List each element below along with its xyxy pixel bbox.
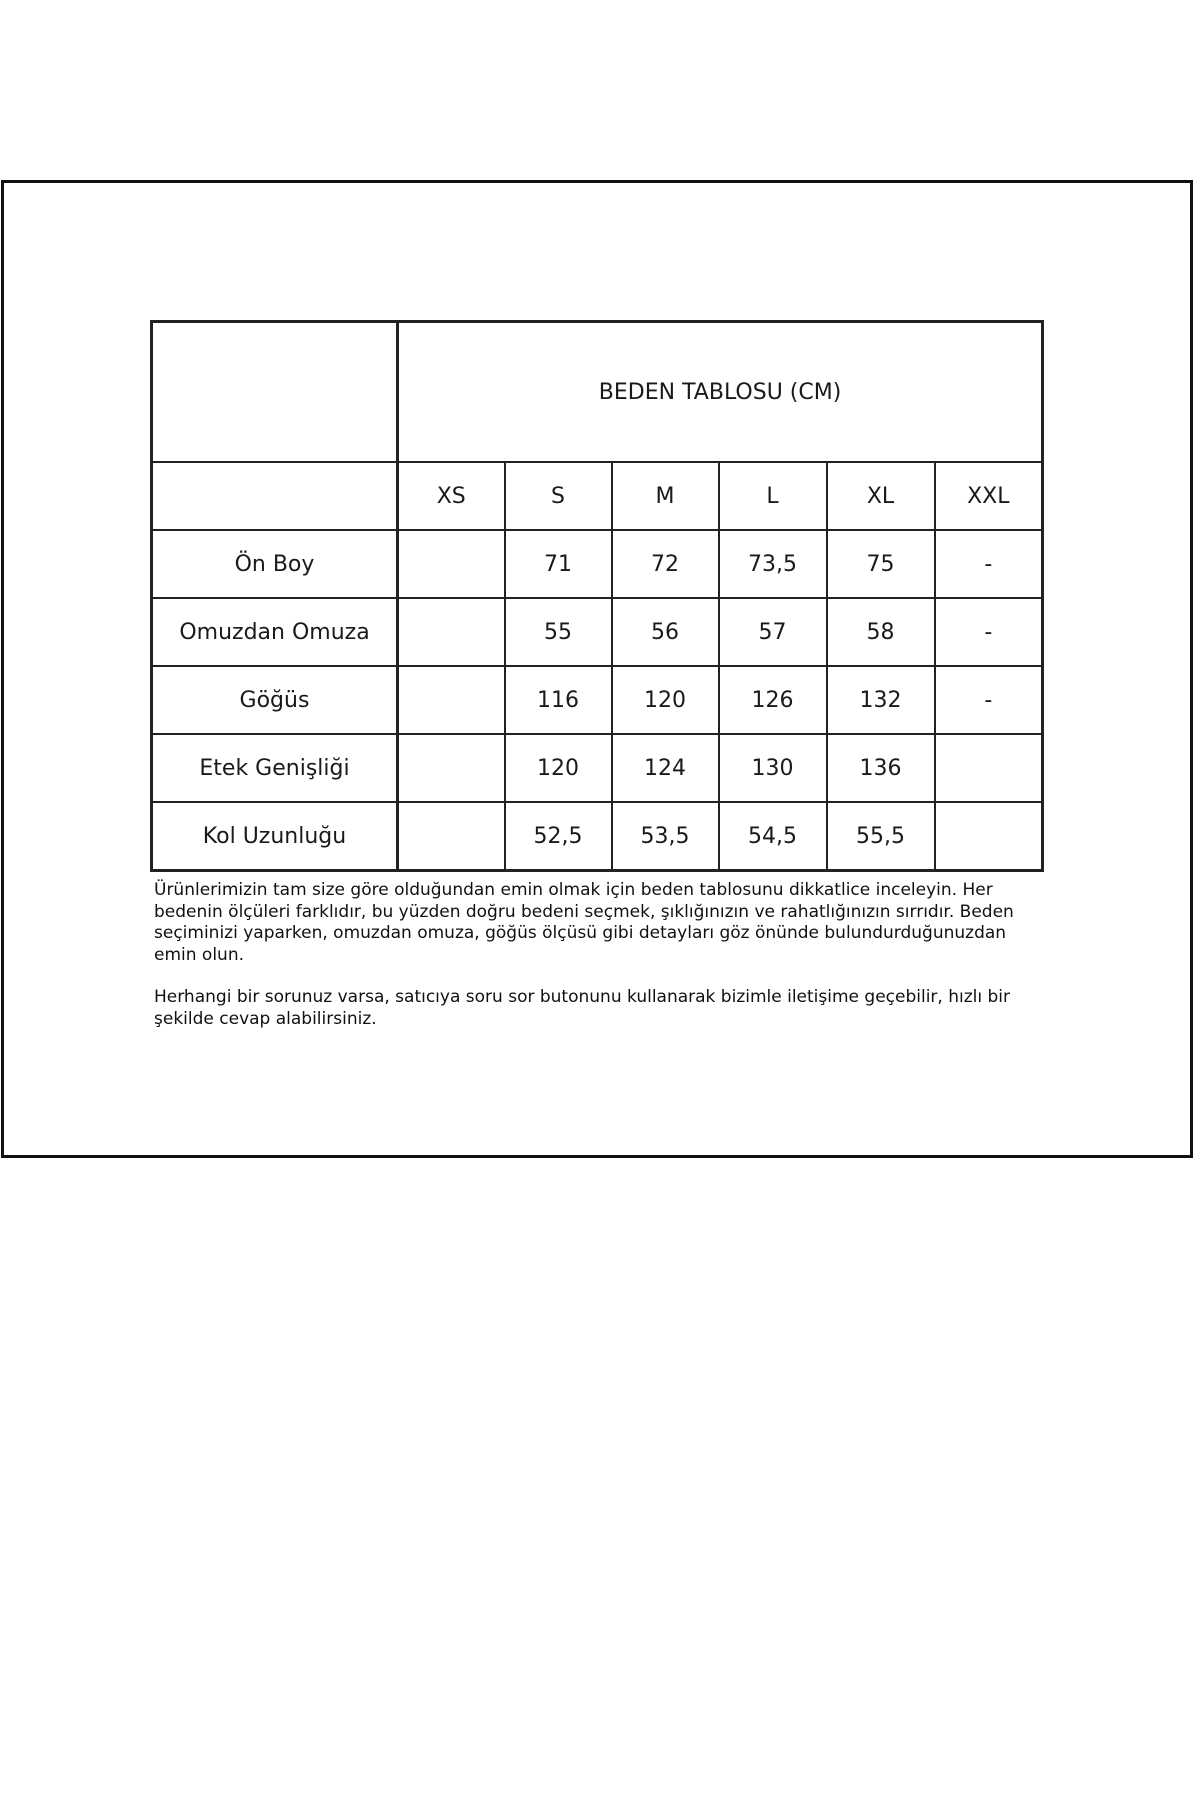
cell-value: 53,5 (612, 802, 719, 871)
size-header-s: S (505, 462, 612, 530)
cell-value: 124 (612, 734, 719, 802)
size-header-l: L (719, 462, 827, 530)
cell-value (935, 734, 1043, 802)
note-paragraph-sizing: Ürünlerimizin tam size göre olduğundan emin olmak için beden tablosunu dikkatlice inceleyin. Her bedenin ölçüleri farklıdır, bu yüzden doğru bedeni seçmek, şıklığınızın ve rahatlığınızın sırrıdır. Beden seçiminizi yaparken, omuzdan omuza, göğüs ölçüsü gibi detayları göz önünde bulundurduğunuzdan emin olun. (154, 880, 1014, 965)
size-chart-title: BEDEN TABLOSU (CM) (398, 322, 1043, 463)
row-label-gogus: Göğüs (152, 666, 398, 734)
cell-value: 120 (505, 734, 612, 802)
cell-value: 132 (827, 666, 935, 734)
size-header-m: M (612, 462, 719, 530)
cell-value: 54,5 (719, 802, 827, 871)
cell-value: 126 (719, 666, 827, 734)
cell-value: 73,5 (719, 530, 827, 598)
table-row (152, 598, 1043, 666)
cell-value: 136 (827, 734, 935, 802)
cell-value: 55,5 (827, 802, 935, 871)
row-label-kol-uzunlugu: Kol Uzunluğu (152, 802, 398, 871)
cell-value (935, 802, 1043, 871)
cell-value: 56 (612, 598, 719, 666)
cell-value: 120 (612, 666, 719, 734)
cell-value: 52,5 (505, 802, 612, 871)
cell-value: 58 (827, 598, 935, 666)
size-header-blank (152, 462, 398, 530)
cell-value (398, 530, 505, 598)
size-header-row (152, 462, 1043, 530)
cell-value: 57 (719, 598, 827, 666)
cell-value: 130 (719, 734, 827, 802)
row-label-on-boy: Ön Boy (152, 530, 398, 598)
cell-value: 71 (505, 530, 612, 598)
cell-value (398, 734, 505, 802)
cell-value (398, 802, 505, 871)
table-row (152, 802, 1043, 871)
row-label-etek-genisligi: Etek Genişliği (152, 734, 398, 802)
corner-cell (152, 322, 398, 463)
cell-value: - (935, 598, 1043, 666)
title-row (152, 322, 1043, 463)
row-label-omuzdan-omuza: Omuzdan Omuza (152, 598, 398, 666)
cell-value (398, 598, 505, 666)
cell-value: - (935, 530, 1043, 598)
cell-value: 72 (612, 530, 719, 598)
table-row (152, 734, 1043, 802)
note-paragraph-contact: Herhangi bir sorunuz varsa, satıcıya soru sor butonunu kullanarak bizimle iletişime geçebilir, hızlı bir şekilde cevap alabilirsiniz. (154, 987, 1010, 1029)
size-header-xs: XS (398, 462, 505, 530)
cell-value: 75 (827, 530, 935, 598)
size-chart-notes (154, 880, 1044, 1051)
size-chart-table (150, 320, 1044, 872)
size-header-xl: XL (827, 462, 935, 530)
cell-value: 116 (505, 666, 612, 734)
cell-value: 55 (505, 598, 612, 666)
table-row (152, 666, 1043, 734)
cell-value (398, 666, 505, 734)
table-row (152, 530, 1043, 598)
size-header-xxl: XXL (935, 462, 1043, 530)
cell-value: - (935, 666, 1043, 734)
